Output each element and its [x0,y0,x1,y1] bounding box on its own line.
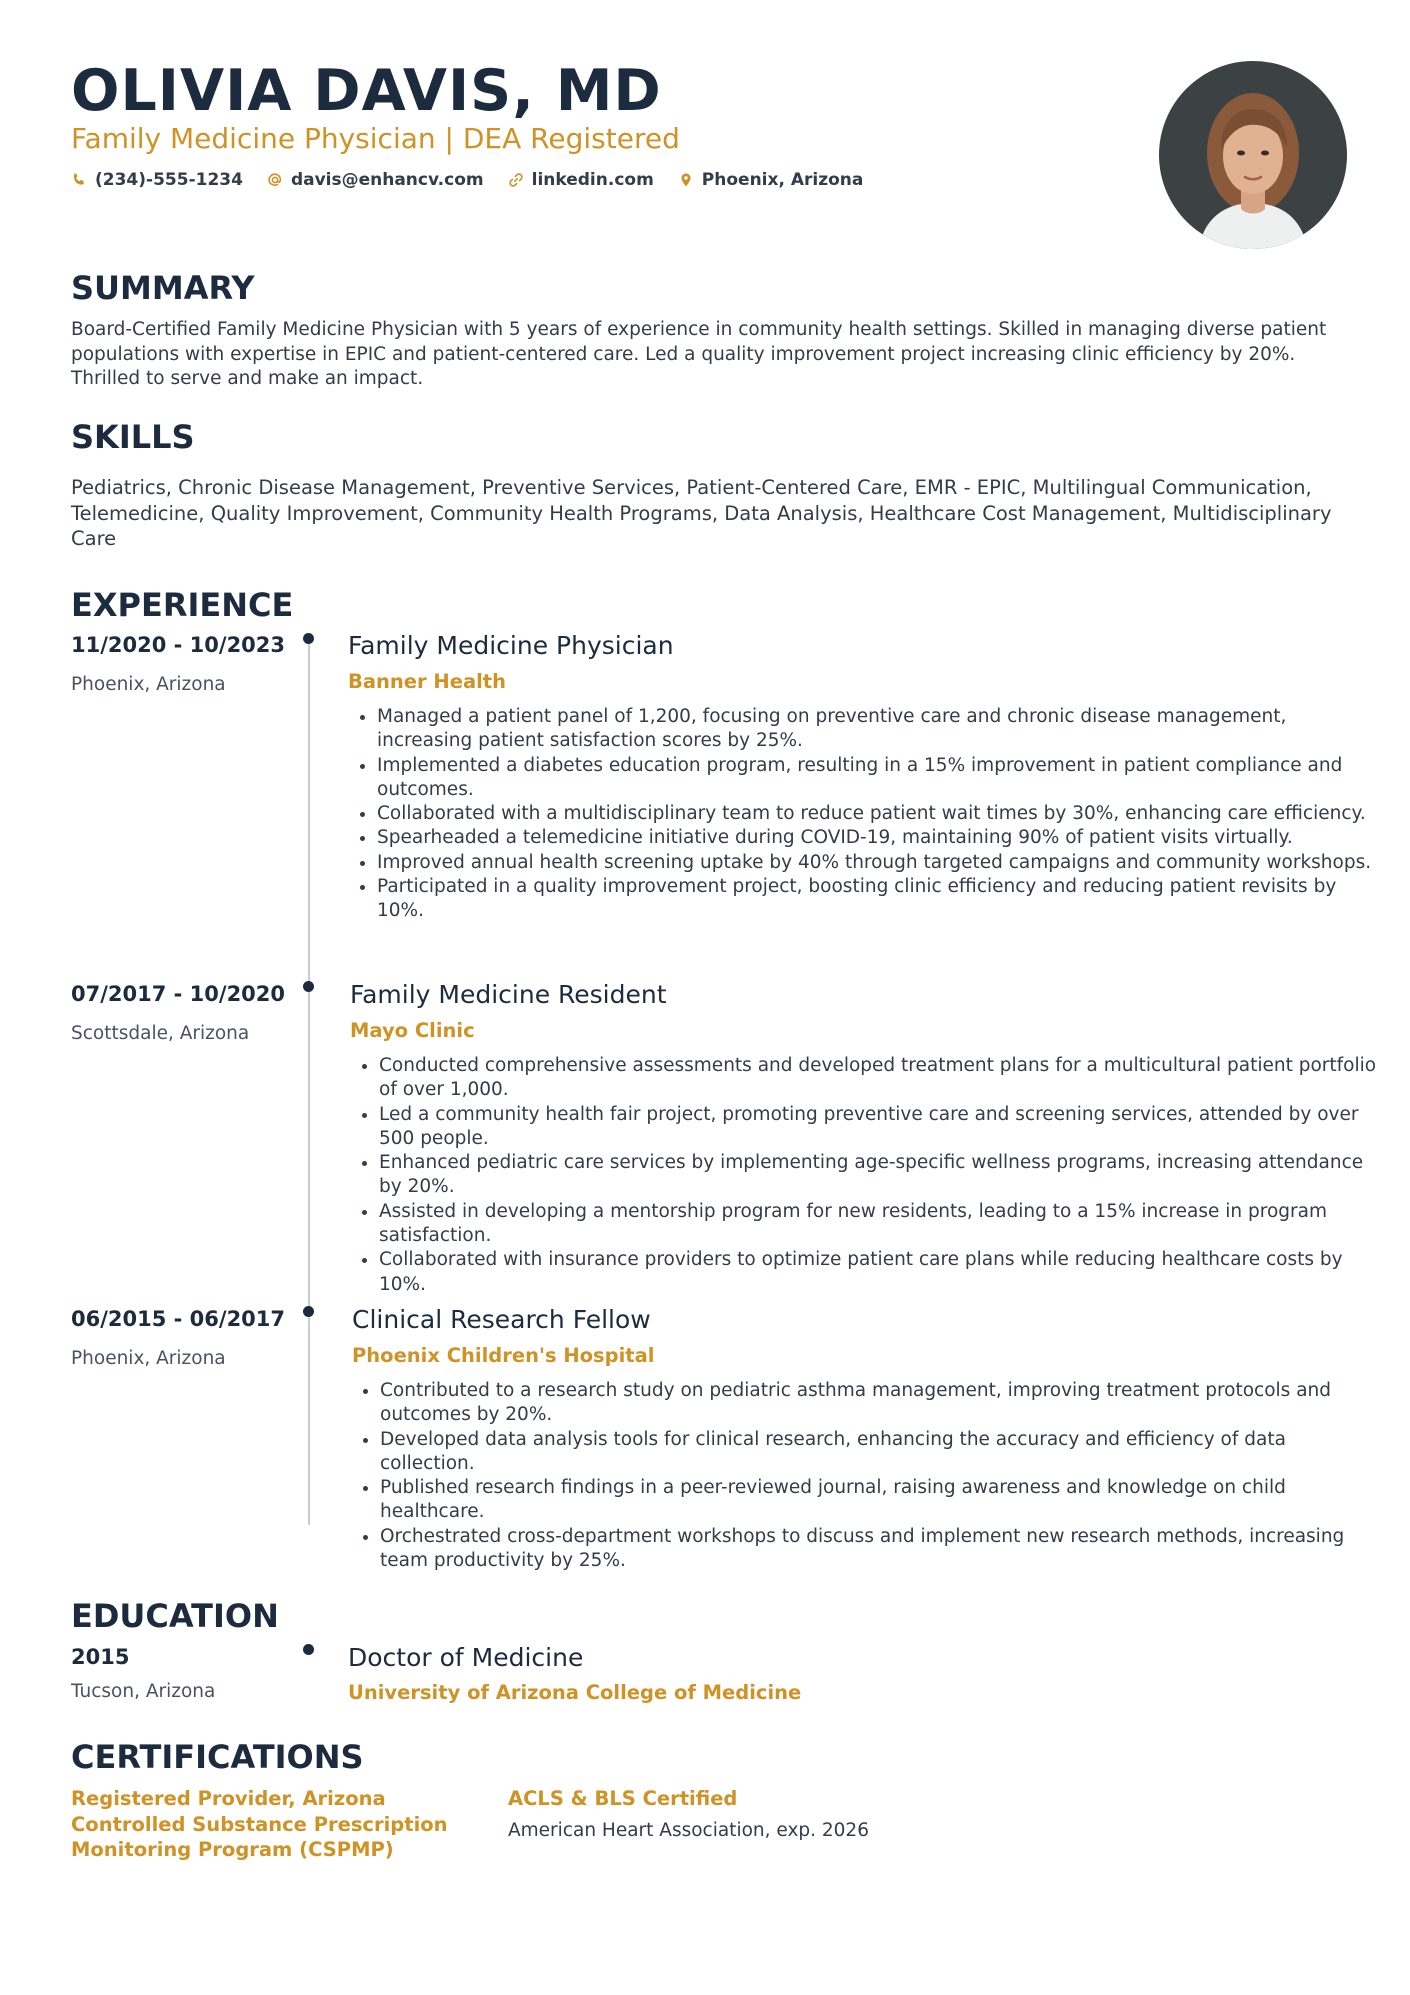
certification-title: ACLS & BLS Certified [508,1787,738,1810]
job-location: Scottsdale, Arizona [71,1023,250,1044]
portrait-illustration [1159,61,1347,249]
contact-email-text: davis@enhancv.com [290,170,484,190]
location-pin-icon [678,172,694,188]
job-org: Banner Health [348,670,507,693]
education-location: Tucson, Arizona [71,1681,216,1702]
certification-desc: American Heart Association, exp. 2026 [508,1820,869,1841]
timeline-dot [303,633,314,644]
skills-heading: SKILLS [71,418,195,456]
list-item: • Managed a patient panel of 1,200, focusing on preventive care and chronic disease management, increasing patient satisfaction scores by 25%. [377,705,1377,754]
list-item: • Participated in a quality improvement project, boosting clinic efficiency and reducing patient revisits by 10%. [377,875,1377,924]
education-degree: Doctor of Medicine [348,1643,584,1672]
timeline-dot [303,1306,314,1317]
candidate-title: Family Medicine Physician | DEA Registered [71,122,680,155]
job-org: Phoenix Children's Hospital [352,1344,655,1367]
job-location: Phoenix, Arizona [71,1348,226,1369]
list-item: • Collaborated with a multidisciplinary team to reduce patient wait times by 30%, enhancing care efficiency. [377,802,1377,826]
contact-location [678,170,864,190]
job-bullets [350,705,1377,924]
candidate-name: OLIVIA DAVIS, MD [71,58,662,124]
education-heading: EDUCATION [71,1597,279,1635]
list-item: • Collaborated with insurance providers to optimize patient care plans while reducing healthcare costs by 10%. [379,1248,1379,1297]
job-location: Phoenix, Arizona [71,674,226,695]
job-role: Family Medicine Resident [350,980,667,1009]
list-item: • Orchestrated cross-department workshops to discuss and implement new research methods, increasing team productivity by 25%. [380,1525,1380,1574]
list-item: • Contributed to a research study on pediatric asthma management, improving treatment protocols and outcomes by 20%. [380,1379,1380,1428]
timeline-dot [303,1644,314,1655]
list-item: • Led a community health fair project, promoting preventive care and screening services, attended by over 500 people. [379,1103,1379,1152]
list-item: • Implemented a diabetes education program, resulting in a 15% improvement in patient compliance and outcomes. [377,754,1377,803]
job-role: Family Medicine Physician [348,631,674,660]
profile-photo [1159,61,1347,249]
list-item: • Published research findings in a peer-reviewed journal, raising awareness and knowledge on child healthcare. [380,1476,1380,1525]
contact-link-text: linkedin.com [531,170,654,190]
contact-bar [71,170,863,190]
list-item: • Spearheaded a telemedicine initiative during COVID-19, maintaining 90% of patient visits virtually. [377,826,1377,850]
job-dates: 07/2017 - 10/2020 [71,982,286,1006]
education-school: University of Arizona College of Medicine [348,1681,802,1704]
job-role: Clinical Research Fellow [352,1305,651,1334]
experience-timeline [308,643,310,1525]
contact-location-text: Phoenix, Arizona [701,170,864,190]
timeline-dot [303,981,314,992]
certification-title: Registered Provider, Arizona Controlled Substance Prescription Monitoring Program (CSPMP) [71,1787,448,1861]
contact-phone[interactable] [71,170,243,190]
summary-text: Board-Certified Family Medicine Physician with 5 years of experience in community health settings. Skilled in managing diverse patient populations with expertise in EPIC and patient-centered care. Led a quality improvement project increasing clinic efficiency by 20%. Thrilled to serve and make an impact. [71,319,1327,389]
phone-icon [71,172,87,188]
certifications-heading: CERTIFICATIONS [71,1738,364,1776]
list-item: • Conducted comprehensive assessments and developed treatment plans for a multicultural patient portfolio of over 1,000. [379,1054,1379,1103]
list-item: • Assisted in developing a mentorship program for new residents, leading to a 15% increase in program satisfaction. [379,1200,1379,1249]
job-org: Mayo Clinic [350,1019,475,1042]
skills-text: Pediatrics, Chronic Disease Management, Preventive Services, Patient-Centered Care, EMR - EPIC, Multilingual Communication, Telemedicine, Quality Improvement, Community Health Programs, Data Analysis, Healthcare Cost Management, Multidisciplinary Care [71,476,1332,550]
at-icon [267,172,283,188]
job-dates: 06/2015 - 06/2017 [71,1307,286,1331]
contact-email[interactable] [267,170,484,190]
list-item: • Improved annual health screening uptake by 40% through targeted campaigns and community workshops. [377,851,1377,875]
link-icon [508,172,524,188]
job-dates: 11/2020 - 10/2023 [71,633,286,657]
experience-heading: EXPERIENCE [71,586,294,624]
job-bullets [352,1054,1379,1297]
summary-heading: SUMMARY [71,269,255,307]
list-item: • Developed data analysis tools for clinical research, enhancing the accuracy and efficiency of data collection. [380,1428,1380,1477]
education-year: 2015 [71,1645,130,1669]
list-item: • Enhanced pediatric care services by implementing age-specific wellness programs, increasing attendance by 20%. [379,1151,1379,1200]
job-bullets [353,1379,1380,1573]
contact-phone-text: (234)-555-1234 [95,170,243,190]
contact-link[interactable] [508,170,654,190]
